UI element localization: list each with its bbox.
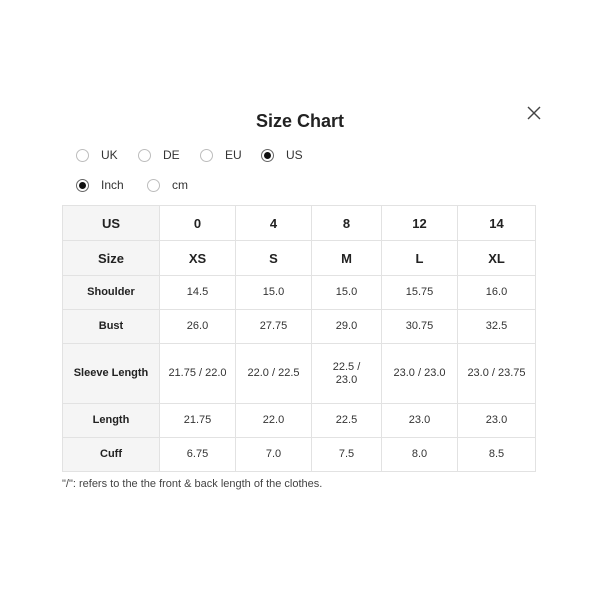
row-header: Sleeve Length [63, 344, 160, 404]
radio-label: Inch [101, 178, 124, 192]
modal-title: Size Chart [255, 111, 345, 131]
table-cell: M [312, 241, 382, 276]
region-option-eu[interactable] [200, 148, 261, 162]
row-header: Cuff [63, 438, 160, 472]
table-cell: 22.5 [312, 404, 382, 438]
row-header: Length [63, 404, 160, 438]
table-cell: 12 [382, 206, 458, 241]
table-cell: S [236, 241, 312, 276]
region-radio-group [76, 146, 303, 164]
row-header: US [63, 206, 160, 241]
table-cell: 7.5 [312, 438, 382, 472]
radio-checked-icon[interactable] [76, 179, 89, 192]
radio-icon[interactable] [200, 149, 213, 162]
table-row-size [63, 241, 536, 276]
table-cell: 23.0 / 23.75 [458, 344, 536, 404]
table-cell: 4 [236, 206, 312, 241]
table-cell: 15.0 [312, 276, 382, 310]
row-header: Shoulder [63, 276, 160, 310]
footnote: "/": refers to the the front & back length of the clothes. [62, 478, 323, 490]
table-cell: 29.0 [312, 310, 382, 344]
table-cell: 21.75 [160, 404, 236, 438]
row-header: Size [63, 241, 160, 276]
table-cell: 21.75 / 22.0 [160, 344, 236, 404]
table-cell: 8.0 [382, 438, 458, 472]
close-icon[interactable] [523, 102, 545, 124]
radio-label: cm [172, 178, 188, 192]
region-option-us[interactable] [261, 148, 303, 162]
table-cell: L [382, 241, 458, 276]
unit-option-inch[interactable] [76, 178, 147, 192]
table-cell: 14 [458, 206, 536, 241]
radio-label: EU [225, 148, 242, 162]
table-cell: 22.0 / 22.5 [236, 344, 312, 404]
size-table [62, 205, 536, 472]
table-cell: XS [160, 241, 236, 276]
table-row-length [63, 404, 536, 438]
table-row-bust [63, 310, 536, 344]
table-cell: XL [458, 241, 536, 276]
radio-checked-icon[interactable] [261, 149, 274, 162]
radio-label: US [286, 148, 303, 162]
table-cell: 23.0 [458, 404, 536, 438]
table-cell: 7.0 [236, 438, 312, 472]
table-cell: 30.75 [382, 310, 458, 344]
unit-radio-group [76, 176, 188, 194]
table-cell: 8 [312, 206, 382, 241]
table-row-us [63, 206, 536, 241]
region-option-de[interactable] [138, 148, 200, 162]
table-cell: 6.75 [160, 438, 236, 472]
radio-label: UK [101, 148, 118, 162]
table-cell: 23.0 [382, 404, 458, 438]
table-cell: 8.5 [458, 438, 536, 472]
table-cell: 14.5 [160, 276, 236, 310]
table-cell: 23.0 / 23.0 [382, 344, 458, 404]
table-cell: 32.5 [458, 310, 536, 344]
row-header: Bust [63, 310, 160, 344]
table-cell: 15.75 [382, 276, 458, 310]
unit-option-cm[interactable] [147, 178, 188, 192]
table-cell: 22.0 [236, 404, 312, 438]
table-cell: 0 [160, 206, 236, 241]
radio-icon[interactable] [76, 149, 89, 162]
table-cell: 16.0 [458, 276, 536, 310]
table-row-sleeve-length [63, 344, 536, 404]
table-row-cuff [63, 438, 536, 472]
table-row-shoulder [63, 276, 536, 310]
table-cell: 22.5 / 23.0 [312, 344, 382, 404]
radio-icon[interactable] [138, 149, 151, 162]
table-cell: 27.75 [236, 310, 312, 344]
radio-label: DE [163, 148, 180, 162]
table-cell: 15.0 [236, 276, 312, 310]
region-option-uk[interactable] [76, 148, 138, 162]
table-cell: 26.0 [160, 310, 236, 344]
radio-icon[interactable] [147, 179, 160, 192]
